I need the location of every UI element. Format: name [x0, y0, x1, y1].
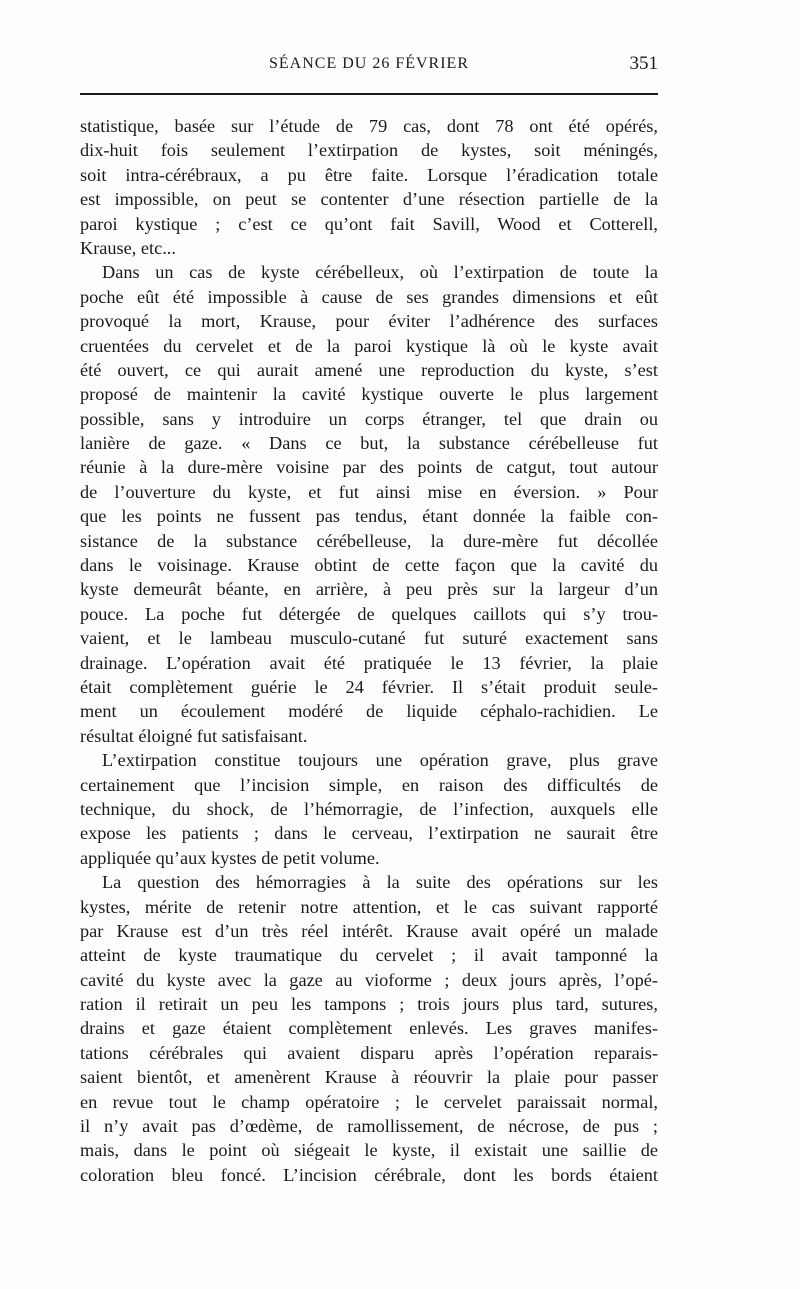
text-line: résultat éloigné fut satisfaisant.: [80, 725, 308, 746]
text-line: lanière de gaze. « Dans ce but, la substance cérébelleuse fut: [80, 433, 658, 454]
text-line: dix-huit fois seulement l’extirpation de kystes, soit méningés,: [80, 140, 658, 161]
text-line: de l’ouverture du kyste, et fut ainsi mise en éversion. » Pour: [80, 481, 658, 502]
text-line: mais, dans le point où siégeait le kyste, il existait une saillie de: [80, 1140, 658, 1161]
header-rule: [80, 93, 658, 95]
text-line: technique, du shock, de l’hémorragie, de l’infection, auxquels elle: [80, 798, 658, 819]
text-line: provoqué la mort, Krause, pour éviter l’adhérence des surfaces: [80, 311, 658, 332]
text-line: poche eût été impossible à cause de ses grandes dimensions et eût: [80, 286, 658, 307]
text-line: coloration bleu foncé. L’incision cérébrale, dont les bords étaient: [80, 1164, 658, 1185]
running-title: SÉANCE DU 26 FÉVRIER: [268, 55, 469, 72]
text-line: soit intra-cérébraux, a pu être faite. Lorsque l’éradication totale: [80, 164, 658, 185]
text-line: certainement que l’incision simple, en raison des difficultés de: [80, 774, 658, 795]
text-line: atteint de kyste traumatique du cervelet ; il avait tamponné la: [80, 945, 658, 966]
text-line: en revue tout le champ opératoire ; le cervelet paraissait normal,: [80, 1091, 658, 1112]
text-line: statistique, basée sur l’étude de 79 cas, dont 78 ont été opérés,: [80, 116, 658, 136]
text-line: été ouvert, ce qui aurait amené une reproduction du kyste, s’est: [80, 359, 658, 380]
text-line: par Krause est d’un très réel intérêt. Krause avait opéré un malade: [80, 920, 658, 941]
text-line: Dans un cas de kyste cérébelleux, où l’extirpation de toute la: [102, 262, 658, 283]
text-line: La question des hémorragies à la suite des opérations sur les: [102, 872, 658, 893]
text-line: drains et gaze étaient complètement enlevés. Les graves manifes-: [80, 1018, 658, 1039]
text-line: drainage. L’opération avait été pratiquée le 13 février, la plaie: [80, 652, 658, 673]
text-line: était complètement guérie le 24 février. Il s’était produit seule-: [80, 676, 658, 697]
text-line: appliquée qu’aux kystes de petit volume.: [80, 847, 380, 868]
running-head: [80, 55, 658, 81]
text-line: paroi kystique ; c’est ce qu’ont fait Savill, Wood et Cotterell,: [80, 213, 658, 234]
text-line: possible, sans y introduire un corps étranger, tel que drain ou: [80, 408, 658, 429]
text-line: kystes, mérite de retenir notre attention, et le cas suivant rapporté: [80, 896, 658, 917]
text-line: réunie à la dure-mère voisine par des points de catgut, tout autour: [80, 457, 658, 478]
text-line: saient bientôt, et amenèrent Krause à réouvrir la plaie pour passer: [80, 1067, 658, 1088]
text-line: est impossible, on peut se contenter d’une résection partielle de la: [80, 189, 658, 210]
text-line: expose les patients ; dans le cerveau, l’extirpation ne saurait être: [80, 823, 658, 844]
text-line: que les points ne fussent pas tendus, étant donnée la faible con-: [80, 506, 658, 527]
text-line: ration il retirait un peu les tampons ; trois jours plus tard, sutures,: [80, 994, 658, 1015]
text-line: cruentées du cervelet et de la paroi kystique là où le kyste avait: [80, 335, 658, 356]
text-line: L’extirpation constitue toujours une opération grave, plus grave: [102, 750, 658, 771]
text-line: kyste demeurât béante, en arrière, à peu près sur la largeur d’un: [80, 579, 658, 600]
text-line: vaient, et le lambeau musculo-cutané fut suturé exactement sans: [80, 628, 658, 649]
text-line: tations cérébrales qui avaient disparu après l’opération reparais-: [80, 1042, 658, 1063]
text-line: cavité du kyste avec la gaze au vioforme ; deux jours après, l’opé-: [80, 969, 658, 990]
text-line: il n’y avait pas d’œdème, de ramollissement, de nécrose, de pus ;: [80, 1116, 658, 1137]
page-number: 351: [629, 53, 658, 74]
text-line: Krause, etc...: [80, 237, 176, 258]
text-line: sistance de la substance cérébelleuse, la dure-mère fut décollée: [80, 530, 658, 551]
body-text: [80, 114, 658, 1187]
text-line: pouce. La poche fut détergée de quelques caillots qui s’y trou-: [80, 603, 658, 624]
text-line: dans le voisinage. Krause obtint de cette façon que la cavité du: [80, 555, 658, 576]
text-line: ment un écoulement modéré de liquide céphalo-rachidien. Le: [80, 701, 658, 722]
text-line: proposé de maintenir la cavité kystique ouverte le plus largement: [80, 384, 658, 405]
